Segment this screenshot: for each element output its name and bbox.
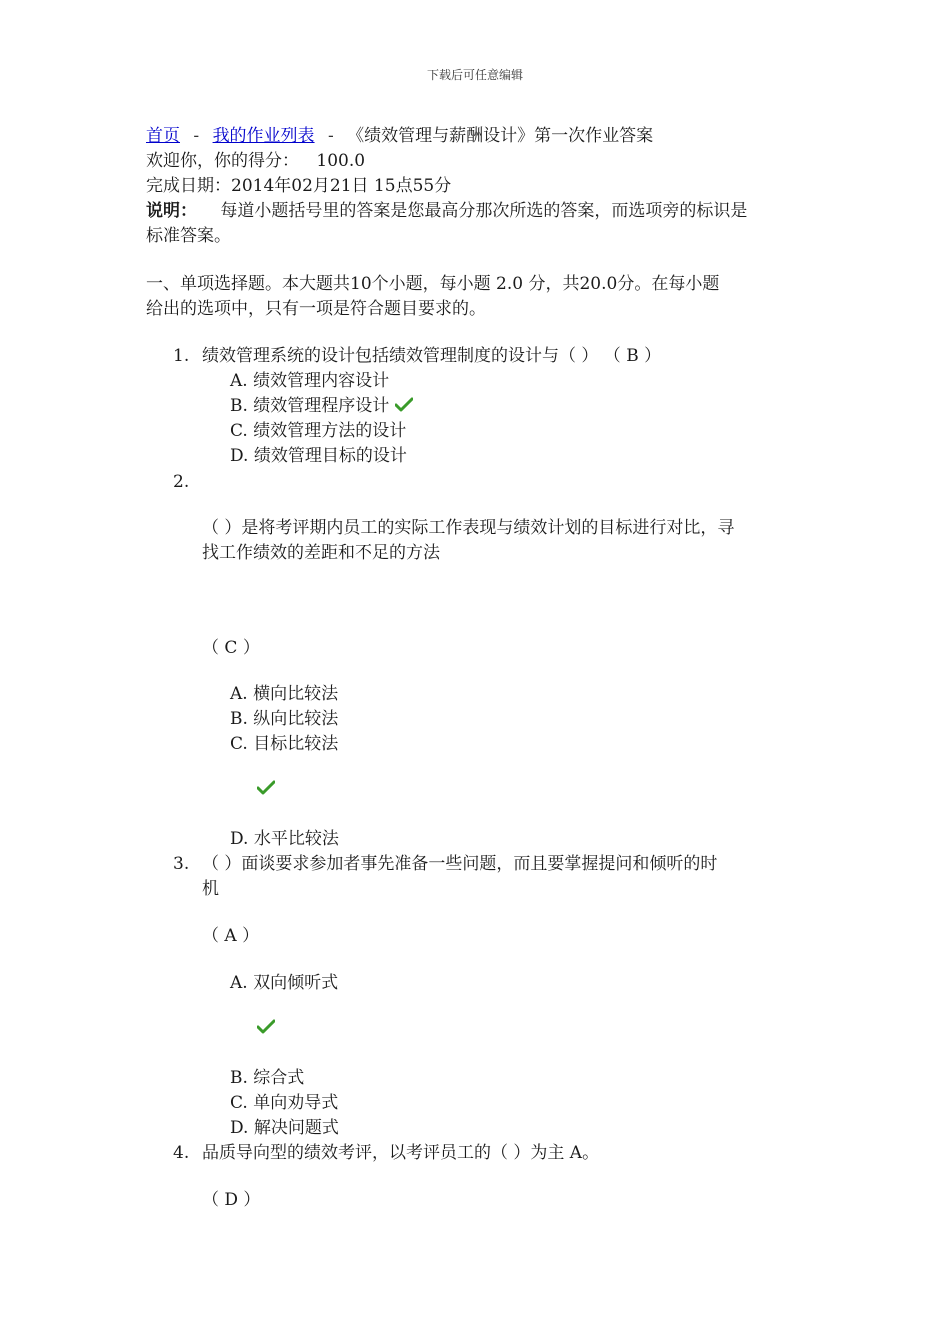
score-value: 100.0 (316, 151, 366, 171)
option-b: B. 综合式 (230, 1068, 305, 1088)
option-d: D. 绩效管理目标的设计 (230, 446, 407, 466)
check-icon (395, 397, 413, 413)
option-c: C. 单向劝导式 (230, 1093, 339, 1113)
question-text-cont: 找工作绩效的差距和不足的方法 (202, 543, 440, 563)
note-text: 每道小题括号里的答案是您最高分那次所选的答案，而选项旁的标识是 (220, 201, 748, 221)
option-b (230, 394, 413, 418)
completed-value: 2014年02月21日 15点55分 (231, 176, 452, 196)
option-b-label: B. 绩效管理程序设计 (230, 396, 390, 416)
header-note: 下载后可任意编辑 (426, 68, 523, 82)
question-number: 2. (173, 472, 190, 492)
question-text-cont: 机 (202, 879, 219, 899)
option-b: B. 纵向比较法 (230, 709, 339, 729)
question-text: 绩效管理系统的设计包括绩效管理制度的设计与（ ） （ B ） (202, 346, 662, 366)
option-c: C. 绩效管理方法的设计 (230, 421, 407, 441)
answer-choice: （ C ） (202, 638, 260, 658)
option-a: A. 双向倾听式 (230, 973, 339, 993)
option-a: A. 横向比较法 (230, 684, 339, 704)
note-text-cont: 标准答案。 (146, 226, 231, 246)
breadcrumb-separator: - (193, 126, 200, 146)
completed-line (146, 174, 451, 198)
check-icon (257, 1019, 275, 1035)
option-d: D. 解决问题式 (230, 1118, 339, 1138)
question-number: 1. (173, 346, 190, 366)
question-number: 3. (173, 854, 190, 874)
question-text: （ ）是将考评期内员工的实际工作表现与绩效计划的目标进行对比，寻 (202, 518, 735, 538)
check-icon (257, 780, 275, 796)
breadcrumb-home-link[interactable]: 首页 (146, 126, 180, 146)
breadcrumb-separator: - (327, 126, 334, 146)
question-number: 4. (173, 1143, 190, 1163)
option-d: D. 水平比较法 (230, 829, 339, 849)
note-label: 说明： (146, 201, 197, 221)
page-title: 《绩效管理与薪酬设计》第一次作业答案 (347, 126, 654, 146)
question-text: 品质导向型的绩效考评，以考评员工的（ ）为主 A。 (202, 1143, 600, 1163)
option-c: C. 目标比较法 (230, 734, 339, 754)
section-heading-cont: 给出的选项中，只有一项是符合题目要求的。 (146, 299, 486, 319)
welcome-line (146, 149, 365, 173)
answer-choice: （ A ） (202, 926, 260, 946)
section-heading: 一、单项选择题。本大题共10个小题，每小题 2.0 分，共20.0分。在每小题 (146, 274, 720, 294)
option-a: A. 绩效管理内容设计 (230, 371, 390, 391)
question-text: （ ）面谈要求参加者事先准备一些问题，而且要掌握提问和倾听的时 (202, 854, 718, 874)
note-line (146, 199, 747, 223)
breadcrumb-list-link[interactable]: 我的作业列表 (212, 126, 315, 146)
welcome-label: 欢迎你，你的得分： (146, 151, 299, 171)
breadcrumb (146, 124, 653, 148)
answer-choice: （ D ） (202, 1190, 261, 1210)
completed-label: 完成日期： (146, 176, 231, 196)
